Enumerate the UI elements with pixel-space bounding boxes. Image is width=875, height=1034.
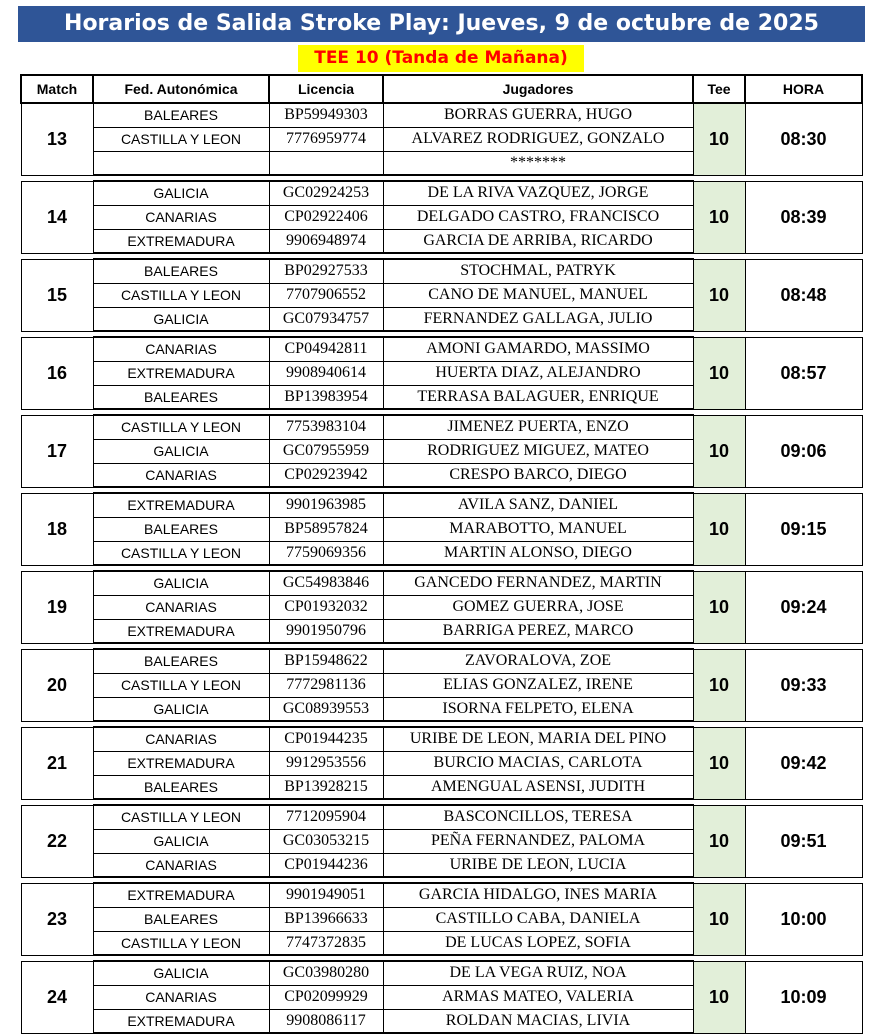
- federation-cell: CASTILLA Y LEON: [93, 541, 269, 565]
- player-name-cell: FERNANDEZ GALLAGA, JULIO: [383, 307, 693, 331]
- start-time-cell: 08:30: [745, 103, 862, 175]
- player-name-cell: BARRIGA PEREZ, MARCO: [383, 619, 693, 643]
- license-cell: CP01944235: [269, 727, 383, 751]
- federation-cell: EXTREMADURA: [93, 751, 269, 775]
- match-number: 24: [21, 961, 93, 1033]
- license-cell: 7772981136: [269, 673, 383, 697]
- header-fed: Fed. Autonómica: [93, 75, 269, 103]
- federation-cell: CANARIAS: [93, 727, 269, 751]
- license-cell: BP13928215: [269, 775, 383, 799]
- federation-cell: EXTREMADURA: [93, 883, 269, 907]
- player-name-cell: URIBE DE LEON, MARIA DEL PINO: [383, 727, 693, 751]
- player-name-cell: ZAVORALOVA, ZOE: [383, 649, 693, 673]
- table-row: [21, 103, 862, 127]
- table-row: [21, 571, 862, 595]
- federation-cell: GALICIA: [93, 307, 269, 331]
- tee-cell: 10: [693, 727, 745, 799]
- federation-cell: CASTILLA Y LEON: [93, 283, 269, 307]
- license-cell: GC03980280: [269, 961, 383, 985]
- federation-cell: BALEARES: [93, 907, 269, 931]
- federation-cell: CANARIAS: [93, 205, 269, 229]
- license-cell: BP02927533: [269, 259, 383, 283]
- table-row: [21, 415, 862, 439]
- match-number: 20: [21, 649, 93, 721]
- start-time-cell: 09:24: [745, 571, 862, 643]
- tee-cell: 10: [693, 883, 745, 955]
- tee-cell: 10: [693, 493, 745, 565]
- player-name-cell: AMONI GAMARDO, MASSIMO: [383, 337, 693, 361]
- player-name-cell: URIBE DE LEON, LUCIA: [383, 853, 693, 877]
- tee-cell: 10: [693, 259, 745, 331]
- player-name-cell: ALVAREZ RODRIGUEZ, GONZALO: [383, 127, 693, 151]
- federation-cell: EXTREMADURA: [93, 361, 269, 385]
- header-hora: HORA: [745, 75, 862, 103]
- federation-cell: CANARIAS: [93, 985, 269, 1009]
- player-name-cell: MARABOTTO, MANUEL: [383, 517, 693, 541]
- table-row: [21, 493, 862, 517]
- federation-cell: CASTILLA Y LEON: [93, 931, 269, 955]
- license-cell: GC08939553: [269, 697, 383, 721]
- match-number: 19: [21, 571, 93, 643]
- player-name-cell: PEÑA FERNANDEZ, PALOMA: [383, 829, 693, 853]
- player-name-cell: CRESPO BARCO, DIEGO: [383, 463, 693, 487]
- start-time-cell: 09:42: [745, 727, 862, 799]
- federation-cell: GALICIA: [93, 829, 269, 853]
- federation-cell: CANARIAS: [93, 337, 269, 361]
- match-number: 18: [21, 493, 93, 565]
- player-name-cell: DE LA VEGA RUIZ, NOA: [383, 961, 693, 985]
- table-row: [21, 259, 862, 283]
- federation-cell: GALICIA: [93, 439, 269, 463]
- player-name-cell: JIMENEZ PUERTA, ENZO: [383, 415, 693, 439]
- federation-cell: EXTREMADURA: [93, 619, 269, 643]
- license-cell: 9901949051: [269, 883, 383, 907]
- start-time-cell: 08:57: [745, 337, 862, 409]
- player-name-cell: ROLDAN MACIAS, LIVIA: [383, 1009, 693, 1033]
- license-cell: CP02923942: [269, 463, 383, 487]
- table-row: [21, 883, 862, 907]
- federation-cell: EXTREMADURA: [93, 1009, 269, 1033]
- tee-cell: 10: [693, 571, 745, 643]
- federation-cell: BALEARES: [93, 103, 269, 127]
- license-cell: 9908940614: [269, 361, 383, 385]
- player-name-cell: BURCIO MACIAS, CARLOTA: [383, 751, 693, 775]
- player-name-cell: ARMAS MATEO, VALERIA: [383, 985, 693, 1009]
- start-time-cell: 10:00: [745, 883, 862, 955]
- license-cell: CP01944236: [269, 853, 383, 877]
- federation-cell: CANARIAS: [93, 853, 269, 877]
- player-name-cell: BASCONCILLOS, TERESA: [383, 805, 693, 829]
- start-time-cell: 10:09: [745, 961, 862, 1033]
- tee-cell: 10: [693, 415, 745, 487]
- federation-cell: BALEARES: [93, 775, 269, 799]
- license-cell: 7747372835: [269, 931, 383, 955]
- license-cell: BP59949303: [269, 103, 383, 127]
- player-name-cell: GARCIA HIDALGO, INES MARIA: [383, 883, 693, 907]
- table-header-row: [21, 75, 862, 103]
- match-number: 13: [21, 103, 93, 175]
- license-cell: [269, 151, 383, 175]
- license-cell: 9906948974: [269, 229, 383, 253]
- license-cell: CP02922406: [269, 205, 383, 229]
- federation-cell: CASTILLA Y LEON: [93, 127, 269, 151]
- player-name-cell: BORRAS GUERRA, HUGO: [383, 103, 693, 127]
- license-cell: BP15948622: [269, 649, 383, 673]
- table-row: [21, 727, 862, 751]
- license-cell: 7707906552: [269, 283, 383, 307]
- player-name-cell: ISORNA FELPETO, ELENA: [383, 697, 693, 721]
- federation-cell: GALICIA: [93, 697, 269, 721]
- federation-cell: CANARIAS: [93, 595, 269, 619]
- federation-cell: BALEARES: [93, 649, 269, 673]
- federation-cell: CASTILLA Y LEON: [93, 805, 269, 829]
- tee-cell: 10: [693, 337, 745, 409]
- header-match: Match: [21, 75, 93, 103]
- license-cell: 7712095904: [269, 805, 383, 829]
- tee-cell: 10: [693, 103, 745, 175]
- license-cell: BP13983954: [269, 385, 383, 409]
- license-cell: 7759069356: [269, 541, 383, 565]
- license-cell: BP58957824: [269, 517, 383, 541]
- license-cell: 9912953556: [269, 751, 383, 775]
- player-name-cell: CANO DE MANUEL, MANUEL: [383, 283, 693, 307]
- tee-cell: 10: [693, 961, 745, 1033]
- federation-cell: EXTREMADURA: [93, 493, 269, 517]
- license-cell: 9901963985: [269, 493, 383, 517]
- table-row: [21, 961, 862, 985]
- start-time-cell: 09:15: [745, 493, 862, 565]
- tee-times-table: [20, 74, 863, 1034]
- match-number: 17: [21, 415, 93, 487]
- match-number: 23: [21, 883, 93, 955]
- player-name-cell: ELIAS GONZALEZ, IRENE: [383, 673, 693, 697]
- federation-cell: EXTREMADURA: [93, 229, 269, 253]
- player-name-cell: GARCIA DE ARRIBA, RICARDO: [383, 229, 693, 253]
- player-name-cell: GANCEDO FERNANDEZ, MARTIN: [383, 571, 693, 595]
- table-row: [21, 649, 862, 673]
- player-name-cell: RODRIGUEZ MIGUEZ, MATEO: [383, 439, 693, 463]
- tee-subtitle: TEE 10 (Tanda de Mañana): [298, 45, 584, 72]
- match-number: 14: [21, 181, 93, 253]
- federation-cell: BALEARES: [93, 385, 269, 409]
- player-name-cell: DE LA RIVA VAZQUEZ, JORGE: [383, 181, 693, 205]
- player-name-cell: DELGADO CASTRO, FRANCISCO: [383, 205, 693, 229]
- header-tee: Tee: [693, 75, 745, 103]
- license-cell: BP13966633: [269, 907, 383, 931]
- player-name-cell: TERRASA BALAGUER, ENRIQUE: [383, 385, 693, 409]
- license-cell: CP01932032: [269, 595, 383, 619]
- player-name-cell: GOMEZ GUERRA, JOSE: [383, 595, 693, 619]
- player-name-cell: AMENGUAL ASENSI, JUDITH: [383, 775, 693, 799]
- federation-cell: CASTILLA Y LEON: [93, 673, 269, 697]
- license-cell: 9901950796: [269, 619, 383, 643]
- match-number: 15: [21, 259, 93, 331]
- federation-cell: [93, 151, 269, 175]
- start-time-cell: 09:33: [745, 649, 862, 721]
- license-cell: GC54983846: [269, 571, 383, 595]
- header-licencia: Licencia: [269, 75, 383, 103]
- federation-cell: GALICIA: [93, 571, 269, 595]
- player-name-cell: AVILA SANZ, DANIEL: [383, 493, 693, 517]
- tee-cell: 10: [693, 181, 745, 253]
- player-name-cell: *******: [383, 151, 693, 175]
- start-time-cell: 08:48: [745, 259, 862, 331]
- federation-cell: GALICIA: [93, 181, 269, 205]
- match-number: 21: [21, 727, 93, 799]
- match-number: 22: [21, 805, 93, 877]
- match-number: 16: [21, 337, 93, 409]
- federation-cell: BALEARES: [93, 517, 269, 541]
- page-title: Horarios de Salida Stroke Play: Jueves, 9 de octubre de 2025: [18, 6, 865, 42]
- player-name-cell: DE LUCAS LOPEZ, SOFIA: [383, 931, 693, 955]
- license-cell: GC07955959: [269, 439, 383, 463]
- table-row: [21, 181, 862, 205]
- player-name-cell: MARTIN ALONSO, DIEGO: [383, 541, 693, 565]
- federation-cell: GALICIA: [93, 961, 269, 985]
- license-cell: 7776959774: [269, 127, 383, 151]
- federation-cell: CANARIAS: [93, 463, 269, 487]
- license-cell: GC07934757: [269, 307, 383, 331]
- player-name-cell: STOCHMAL, PATRYK: [383, 259, 693, 283]
- table-row: [21, 337, 862, 361]
- license-cell: CP04942811: [269, 337, 383, 361]
- start-time-cell: 09:06: [745, 415, 862, 487]
- license-cell: 7753983104: [269, 415, 383, 439]
- federation-cell: CASTILLA Y LEON: [93, 415, 269, 439]
- license-cell: 9908086117: [269, 1009, 383, 1033]
- license-cell: GC02924253: [269, 181, 383, 205]
- table-row: [21, 805, 862, 829]
- table-body: [21, 103, 862, 1033]
- start-time-cell: 08:39: [745, 181, 862, 253]
- license-cell: GC03053215: [269, 829, 383, 853]
- player-name-cell: HUERTA DIAZ, ALEJANDRO: [383, 361, 693, 385]
- header-jugadores: Jugadores: [383, 75, 693, 103]
- start-time-cell: 09:51: [745, 805, 862, 877]
- license-cell: CP02099929: [269, 985, 383, 1009]
- tee-cell: 10: [693, 805, 745, 877]
- federation-cell: BALEARES: [93, 259, 269, 283]
- player-name-cell: CASTILLO CABA, DANIELA: [383, 907, 693, 931]
- tee-cell: 10: [693, 649, 745, 721]
